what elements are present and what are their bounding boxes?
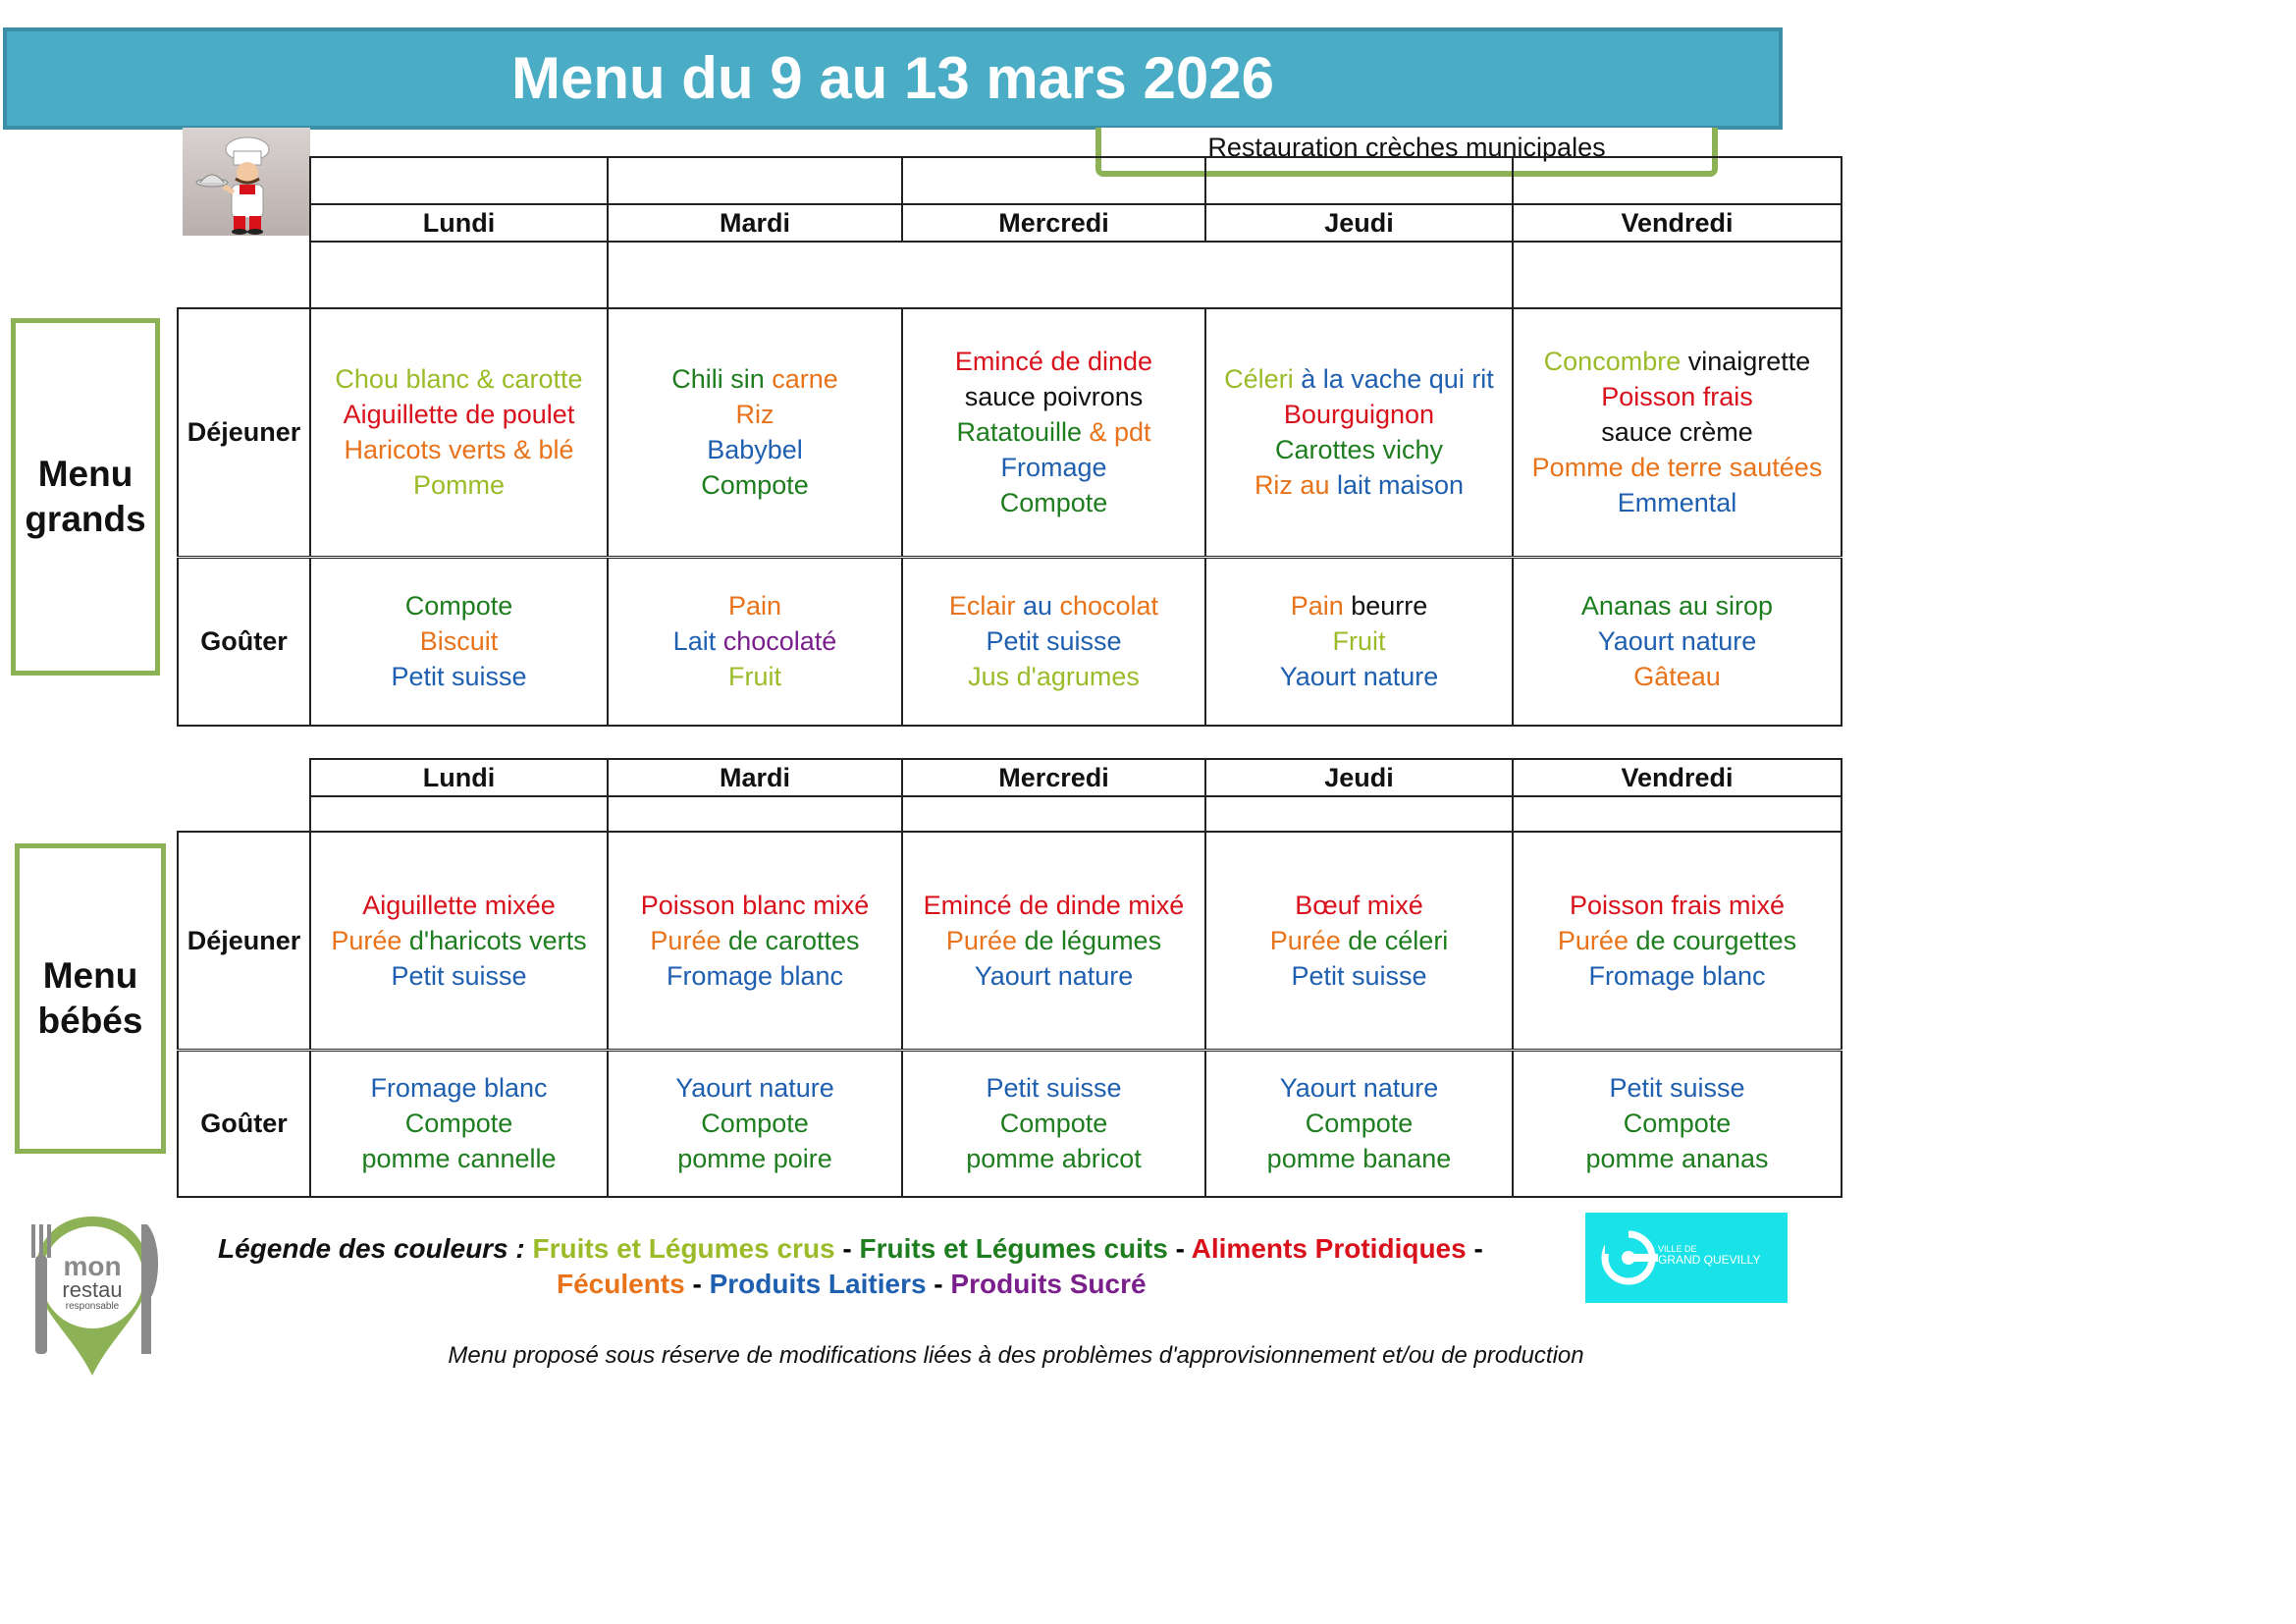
menu-item-text: Yaourt nature: [1597, 626, 1757, 657]
menu-item-text: Yaourt nature: [1279, 1073, 1439, 1104]
menu-grands-label-line2: grands: [25, 499, 146, 539]
menu-line: [1514, 344, 1841, 379]
header-blank: [310, 157, 608, 204]
menu-line: [609, 397, 901, 432]
menu-line: [1206, 888, 1512, 923]
legend-title: Légende des couleurs :: [218, 1233, 525, 1264]
menu-item-text: Fruit: [1332, 626, 1386, 657]
legend-item: Fruits et Légumes cuits: [859, 1233, 1168, 1264]
menu-line: [311, 1141, 607, 1176]
menu-item-text: Chou blanc & carotte: [335, 364, 583, 395]
menu-cell: [310, 308, 608, 557]
menu-line: [609, 1141, 901, 1176]
menu-line: [1206, 397, 1512, 432]
header-blank: [902, 157, 1205, 204]
menu-item-text: Emincé de dinde mixé: [923, 890, 1185, 920]
menu-line: [903, 1106, 1204, 1141]
menu-line: [1206, 659, 1512, 694]
menu-line: [609, 1106, 901, 1141]
menu-item-text: Pain: [727, 591, 782, 622]
menu-line: [903, 450, 1204, 485]
legend-item: Produits Sucré: [950, 1269, 1147, 1299]
menu-line: [609, 1070, 901, 1106]
menu-item-text: Fromage blanc: [370, 1073, 548, 1104]
day-header-jeudi: Jeudi: [1205, 204, 1513, 242]
corner-cell: [178, 796, 310, 832]
logo-text-responsable: responsable: [65, 1301, 120, 1312]
menu-item-text: Jus d'agrumes: [968, 662, 1140, 692]
menu-item-text: Purée: [331, 925, 402, 955]
menu-item-text: Petit suisse: [1291, 960, 1427, 991]
menu-line: [903, 623, 1204, 659]
header-blank: [1205, 157, 1513, 204]
menu-line: [1206, 588, 1512, 623]
menu-line: [1206, 432, 1512, 467]
menu-cell: [608, 1050, 902, 1197]
meal-label-dejeuner: Déjeuner: [178, 832, 310, 1050]
menu-line: [311, 1106, 607, 1141]
menu-item-text: Compote: [1623, 1109, 1732, 1139]
legend-item: Produits Laitiers: [709, 1269, 927, 1299]
menu-cell: [902, 557, 1205, 726]
spacer-cell: [1513, 796, 1842, 832]
meal-label-gouter: Goûter: [178, 557, 310, 726]
menu-line: [609, 888, 901, 923]
menu-item-text: Bœuf mixé: [1295, 890, 1423, 920]
menu-item-text: Pain: [1290, 591, 1344, 622]
menu-line: [1514, 450, 1841, 485]
menu-item-text: Petit suisse: [391, 960, 527, 991]
menu-line: [1514, 1106, 1841, 1141]
menu-line: [311, 432, 607, 467]
menu-line: [1514, 379, 1841, 414]
menu-line: [1206, 958, 1512, 994]
grand-quevilly-logo: [1585, 1213, 1788, 1303]
menu-item-text: Emmental: [1617, 488, 1737, 518]
menu-item-text: Compote: [701, 470, 809, 501]
menu-line: [1514, 623, 1841, 659]
menu-line: [903, 1070, 1204, 1106]
menu-item-text: Compote: [404, 1109, 513, 1139]
menu-item-text: Pomme: [412, 470, 506, 501]
menu-cell: [608, 832, 902, 1050]
menu-item-text: Petit suisse: [391, 662, 527, 692]
menu-item-text: Lait: [672, 626, 723, 657]
menu-line: [903, 958, 1204, 994]
menu-item-text: Poisson frais mixé: [1569, 890, 1786, 920]
menu-line: [609, 432, 901, 467]
day-header-mardi: Mardi: [608, 759, 902, 796]
menu-item-text: lait maison: [1336, 470, 1465, 501]
day-header-mercredi: Mercredi: [902, 204, 1205, 242]
header-blank: [1513, 157, 1842, 204]
menu-cell: [1513, 308, 1842, 557]
spacer-cell: [1513, 242, 1842, 308]
menu-item-text: Purée: [1269, 925, 1341, 955]
menu-item-text: Compote: [999, 1109, 1108, 1139]
menu-cell: [902, 1050, 1205, 1197]
legend-row-2: [218, 1267, 1592, 1302]
menu-line: [1206, 623, 1512, 659]
menu-cell: [1205, 557, 1513, 726]
menu-item-text: de céleri: [1340, 925, 1449, 955]
menu-item-text: Fromage blanc: [666, 960, 844, 991]
day-header-lundi: Lundi: [310, 759, 608, 796]
day-header-mardi: Mardi: [608, 204, 902, 242]
menu-line: [903, 379, 1204, 414]
menu-line: [311, 397, 607, 432]
menu-grands-label: [11, 318, 160, 676]
menu-item-text: de courgettes: [1628, 925, 1797, 955]
legend-item: Féculents: [557, 1269, 685, 1299]
day-header-jeudi: Jeudi: [1205, 759, 1513, 796]
menu-item-text: Compote: [701, 1109, 809, 1139]
menu-line: [311, 361, 607, 397]
menu-item-text: Fruit: [728, 662, 781, 692]
menu-item-text: beurre: [1343, 591, 1428, 622]
menu-cell: [1205, 832, 1513, 1050]
menu-line: [1514, 659, 1841, 694]
menu-line: [1206, 923, 1512, 958]
service-label: Restauration crèches municipales: [1095, 128, 1718, 177]
menu-item-text: Aiguillette de poulet: [343, 400, 575, 430]
corner-cell: [178, 242, 310, 308]
menu-grands-table: [177, 156, 1842, 727]
menu-item-text: Petit suisse: [1609, 1073, 1745, 1104]
menu-item-text: Eclair: [948, 591, 1023, 622]
menu-item-text: sauce crème: [1601, 417, 1753, 448]
corner-cell: [178, 157, 310, 204]
menu-item-text: à la vache qui rit: [1293, 364, 1494, 395]
menu-cell: [310, 557, 608, 726]
spacer-cell: [310, 796, 608, 832]
spacer-cell: [310, 242, 608, 308]
menu-line: [1206, 361, 1512, 397]
spacer-cell: [902, 796, 1205, 832]
menu-item-text: Yaourt nature: [1279, 662, 1439, 692]
menu-line: [609, 659, 901, 694]
legend-separator: -: [834, 1233, 860, 1264]
menu-item-text: Compote: [999, 488, 1108, 518]
day-header-vendredi: Vendredi: [1513, 204, 1842, 242]
menu-bebes-label-line2: bébés: [37, 1001, 143, 1041]
menu-line: [903, 344, 1204, 379]
menu-line: [311, 623, 607, 659]
legend-item: Fruits et Légumes crus: [532, 1233, 835, 1264]
menu-item-text: Poisson blanc mixé: [640, 890, 870, 920]
logo-text-grand-quevilly: GRAND QUEVILLY: [1658, 1253, 1761, 1267]
menu-item-text: Riz: [735, 400, 774, 430]
menu-item-text: Purée: [945, 925, 1017, 955]
menu-item-text: Ratatouille: [956, 417, 1083, 448]
menu-line: [1514, 588, 1841, 623]
menu-line: [1514, 888, 1841, 923]
menu-cell: [902, 832, 1205, 1050]
menu-item-text: pomme poire: [677, 1144, 832, 1174]
page-title: Menu du 9 au 13 mars 2026: [3, 27, 1783, 130]
menu-line: [609, 958, 901, 994]
menu-line: [1514, 923, 1841, 958]
menu-line: [311, 588, 607, 623]
menu-item-text: sauce poivrons: [964, 382, 1144, 412]
menu-item-text: Aiguillette mixée: [362, 890, 556, 920]
day-header-mercredi: Mercredi: [902, 759, 1205, 796]
menu-cell: [902, 308, 1205, 557]
menu-item-text: Purée: [650, 925, 721, 955]
menu-item-text: pomme cannelle: [361, 1144, 557, 1174]
menu-item-text: de carottes: [721, 925, 860, 955]
day-header-vendredi: Vendredi: [1513, 759, 1842, 796]
menu-item-text: pomme ananas: [1585, 1144, 1769, 1174]
menu-line: [903, 1141, 1204, 1176]
menu-cell: [310, 1050, 608, 1197]
spacer-cell: [608, 796, 902, 832]
menu-item-text: Bourguignon: [1283, 400, 1435, 430]
menu-item-text: vinaigrette: [1681, 347, 1811, 377]
menu-item-text: au: [1022, 591, 1060, 622]
menu-line: [1206, 467, 1512, 503]
menu-line: [609, 623, 901, 659]
legend-separator: -: [1167, 1233, 1192, 1264]
meal-label-gouter: Goûter: [178, 1050, 310, 1197]
menu-line: [903, 888, 1204, 923]
header-blank: [608, 157, 902, 204]
menu-item-text: Chili sin: [671, 364, 773, 395]
menu-cell: [1205, 308, 1513, 557]
menu-item-text: Yaourt nature: [675, 1073, 834, 1104]
disclaimer-text: Menu proposé sous réserve de modifications liées à des problèmes d'approvisionnement et/ou de production: [448, 1342, 1584, 1369]
menu-item-text: Ananas au sirop: [1580, 591, 1774, 622]
legend-separator: -: [1466, 1233, 1483, 1264]
menu-line: [311, 958, 607, 994]
menu-line: [1206, 1106, 1512, 1141]
menu-item-text: Biscuit: [419, 626, 499, 657]
menu-line: [1514, 414, 1841, 450]
menu-line: [609, 467, 901, 503]
menu-item-text: Pomme de terre sautées: [1531, 453, 1823, 483]
menu-line: [1514, 1070, 1841, 1106]
menu-line: [903, 414, 1204, 450]
menu-item-text: Concombre: [1543, 347, 1682, 377]
mon-restau-responsable-logo: [24, 1211, 161, 1380]
menu-cell: [1513, 1050, 1842, 1197]
menu-cell: [310, 832, 608, 1050]
menu-item-text: carne: [772, 364, 838, 395]
menu-line: [1514, 1141, 1841, 1176]
menu-line: [903, 485, 1204, 520]
menu-item-text: de légumes: [1016, 925, 1162, 955]
menu-item-text: Riz au: [1254, 470, 1337, 501]
menu-item-text: Compote: [404, 591, 513, 622]
menu-item-text: pomme banane: [1266, 1144, 1452, 1174]
menu-item-text: & pdt: [1082, 417, 1151, 448]
logo-text-ville-de: VILLE DE: [1658, 1244, 1697, 1254]
menu-line: [903, 588, 1204, 623]
logo-text-mon: mon: [63, 1251, 122, 1281]
menu-line: [1514, 485, 1841, 520]
menu-line: [311, 888, 607, 923]
menu-item-text: d'haricots verts: [401, 925, 587, 955]
menu-item-text: Babybel: [707, 435, 803, 465]
menu-cell: [1513, 832, 1842, 1050]
menu-line: [903, 659, 1204, 694]
menu-item-text: Yaourt nature: [974, 960, 1134, 991]
menu-line: [609, 361, 901, 397]
menu-line: [1514, 958, 1841, 994]
corner-cell: [178, 759, 310, 796]
menu-item-text: pomme abricot: [966, 1144, 1142, 1174]
spacer-cell: [1205, 796, 1513, 832]
menu-item-text: Fromage: [1000, 453, 1107, 483]
menu-line: [1206, 1141, 1512, 1176]
menu-item-text: Compote: [1305, 1109, 1414, 1139]
menu-cell: [1513, 557, 1842, 726]
menu-item-text: Gâteau: [1633, 662, 1721, 692]
menu-item-text: Petit suisse: [986, 626, 1122, 657]
menu-cell: [1205, 1050, 1513, 1197]
meal-label-dejeuner: Déjeuner: [178, 308, 310, 557]
menu-line: [311, 923, 607, 958]
menu-bebes-label-line1: Menu: [42, 955, 138, 996]
menu-item-text: Carottes vichy: [1274, 435, 1444, 465]
menu-cell: [608, 557, 902, 726]
color-legend: [218, 1231, 1592, 1302]
logo-text-restau: restau: [62, 1277, 123, 1302]
menu-item-text: Fromage blanc: [1588, 960, 1766, 991]
menu-item-text: Purée: [1557, 925, 1629, 955]
menu-item-text: chocolat: [1059, 591, 1159, 622]
menu-bebes-label: [15, 843, 166, 1154]
menu-line: [311, 1070, 607, 1106]
menu-item-text: Emincé de dinde: [954, 347, 1153, 377]
menu-line: [903, 923, 1204, 958]
menu-line: [609, 923, 901, 958]
legend-item: Aliments Protidiques: [1191, 1233, 1467, 1264]
menu-item-text: Haricots verts & blé: [344, 435, 574, 465]
menu-line: [311, 467, 607, 503]
spacer-cell: [608, 242, 1513, 308]
menu-line: [1206, 1070, 1512, 1106]
menu-grands-label-line1: Menu: [37, 454, 133, 494]
menu-item-text: Petit suisse: [986, 1073, 1122, 1104]
menu-item-text: chocolaté: [722, 626, 837, 657]
menu-cell: [608, 308, 902, 557]
legend-separator: -: [684, 1269, 710, 1299]
menu-item-text: Poisson frais: [1601, 382, 1753, 412]
menu-item-text: Céleri: [1224, 364, 1294, 395]
corner-cell: [178, 204, 310, 242]
legend-separator: -: [926, 1269, 951, 1299]
menu-line: [609, 588, 901, 623]
day-header-lundi: Lundi: [310, 204, 608, 242]
menu-bebes-table: [177, 758, 1842, 1198]
menu-line: [311, 659, 607, 694]
